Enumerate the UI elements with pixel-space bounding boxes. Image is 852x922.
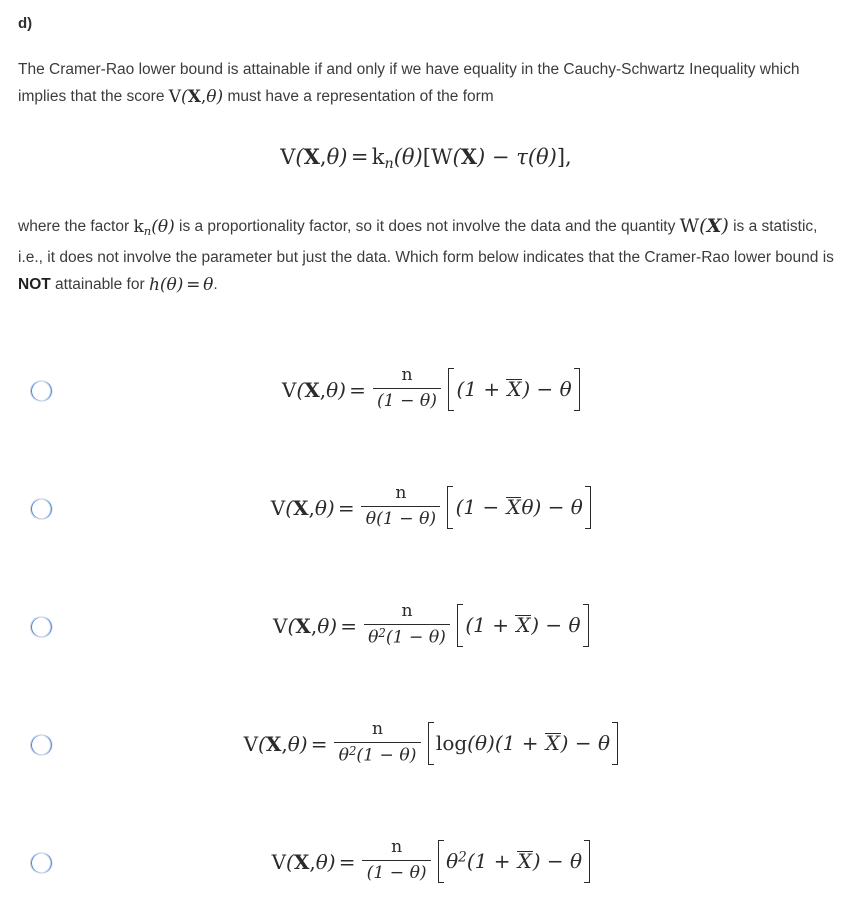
answer-option-1[interactable] — [0, 332, 852, 450]
paragraph-2-text-part-3: is a statistic, i.e., it does not involve the parameter but just the data. Which form below indicates that the Cramer-Rao lower bound is — [18, 217, 834, 267]
option-4-math: V(X,θ) = $\frac{n}{\theta^2(1 - \theta)}$ log(θ)(1 + X) − θ — [244, 732, 619, 756]
option-1-bracket: (1 + X) − θ — [456, 377, 572, 402]
display-equation-math: $V(X,\theta) = k_n(\theta)[W(X) - \tau(\theta)]$, — [280, 144, 572, 172]
option-3-math: V(X,θ) = $\frac{n}{\theta^2(1 - \theta)}$ (1 + X) − θ — [273, 614, 589, 638]
answer-option-5-formula — [0, 837, 852, 887]
option-5-numerator: n — [362, 837, 431, 861]
radio-button-option-5[interactable] — [30, 853, 51, 874]
question-label: d) — [18, 15, 33, 32]
question-paragraph-2 — [18, 212, 834, 298]
option-4-denominator: $\theta^2(1 - \theta)$ — [338, 743, 417, 766]
option-5-denominator: (1 − θ) — [366, 862, 427, 883]
paragraph-2-text-part-1: where the factor — [18, 217, 134, 235]
paragraph-2-text-part-2: is a proportionality factor, so it does not involve the data and the quantity — [174, 217, 680, 235]
paragraph-2-not-emphasis: NOT — [18, 276, 51, 294]
inline-math-h-theta: h(θ) = θ — [148, 275, 214, 296]
radio-button-option-4[interactable] — [30, 735, 51, 756]
inline-math-score-function: V(X,θ) — [168, 87, 224, 107]
option-4-bracket: log(θ)(1 + X) − θ — [435, 731, 611, 756]
paragraph-2-text-part-4: attainable for — [50, 276, 149, 294]
answer-option-2[interactable] — [0, 450, 852, 568]
option-4-numerator: n — [334, 719, 420, 743]
paragraph-1-text-part-1: The Cramer-Rao lower bound is attainable if and only if we have equality in the Cauchy-Schwartz Inequality which implies that the score — [18, 61, 800, 105]
paragraph-1-text-part-2: must have a representation of the form — [223, 88, 494, 105]
radio-button-option-1[interactable] — [30, 381, 51, 402]
answer-option-5[interactable] — [0, 804, 852, 922]
option-5-math: V(X,θ) = $\frac{n}{(1 - \theta)}$ $\theta^2(1 + X) - \theta$ — [272, 850, 591, 874]
option-2-math: V(X,θ) = $\frac{n}{\theta(1 - \theta)}$ (1 − Xθ) − θ — [271, 496, 592, 520]
option-1-denominator: (1 − θ) — [376, 390, 437, 411]
answer-option-4-formula — [0, 721, 852, 768]
display-equation-score-representation — [18, 144, 834, 172]
option-3-bracket: (1 + X) − θ — [465, 613, 581, 638]
answer-option-1-formula — [0, 365, 852, 415]
paragraph-2-text-part-5: . — [213, 276, 218, 294]
option-1-numerator: n — [373, 365, 442, 389]
question-paragraph-1 — [18, 56, 834, 110]
option-2-numerator: n — [361, 483, 440, 507]
option-2-denominator: θ(1 − θ) — [365, 508, 437, 529]
answer-option-3[interactable] — [0, 568, 852, 686]
answer-options-list — [0, 332, 852, 922]
option-1-math: V(X,θ) = $\frac{n}{(1 - \theta)}$ (1 + X) − θ — [282, 378, 580, 402]
answer-option-4[interactable] — [0, 686, 852, 804]
inline-math-proportionality-factor: $k_n(\theta)$ — [133, 216, 175, 239]
option-3-numerator: n — [364, 601, 450, 625]
question-stem — [0, 0, 852, 298]
answer-option-3-formula — [0, 603, 852, 650]
option-5-bracket: $\theta^2(1 + X) - \theta$ — [446, 849, 583, 874]
radio-button-option-3[interactable] — [30, 617, 51, 638]
inline-math-statistic: W(X) — [679, 214, 729, 237]
option-2-bracket: (1 − Xθ) − θ — [455, 495, 583, 520]
option-3-denominator: $\theta^2(1 - \theta)$ — [368, 625, 446, 648]
radio-button-option-2[interactable] — [30, 499, 51, 520]
answer-option-2-formula — [0, 483, 852, 533]
